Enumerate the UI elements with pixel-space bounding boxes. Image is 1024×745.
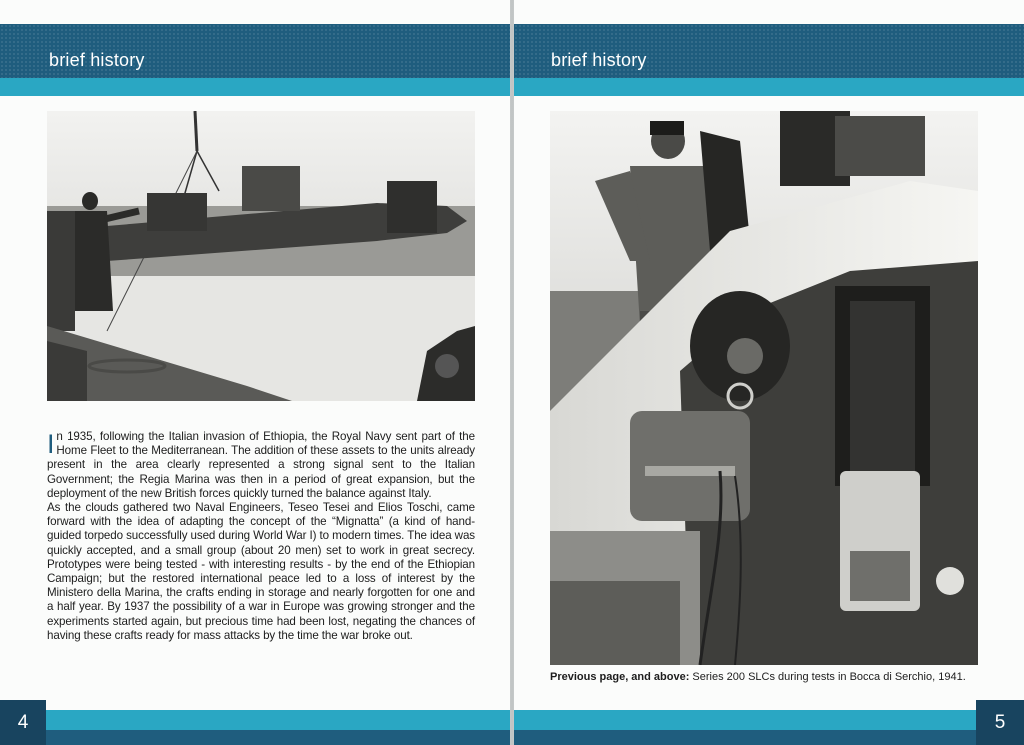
photo-slc-tests-image — [550, 111, 978, 665]
paragraph-1 — [47, 430, 475, 501]
left-footer-stripe — [0, 710, 510, 730]
right-footer-stripe — [514, 710, 1024, 730]
caption-lead: Previous page, and above: — [550, 671, 690, 683]
left-header-stripe — [0, 78, 510, 96]
right-header-stripe — [514, 78, 1024, 96]
drop-cap: I — [47, 429, 55, 459]
page-number-left: 4 — [0, 700, 46, 745]
photo-slc-tests — [550, 111, 978, 665]
right-page — [514, 0, 1024, 745]
left-page — [0, 0, 510, 745]
right-header-title: brief history — [551, 50, 647, 70]
right-footer-band — [514, 730, 1024, 745]
photo-slc-crane-image — [47, 111, 475, 401]
article-body — [47, 430, 475, 643]
left-header-title: brief history — [49, 50, 145, 70]
page-number-right: 5 — [976, 700, 1024, 745]
left-footer-band — [0, 730, 510, 745]
photo-slc-lifted-by-crane — [47, 111, 475, 401]
paragraph-1-text: n 1935, following the Italian invasion of Ethiopia, the Royal Navy sent part of the Home Fleet to the Mediterranean. The addition of these assets to the units already present in the area clearly represented a strong signal sent to the Italian Government; the Regia Marina was then in a period of great expansion, but the deployment of the new British forces quickly turned the balance against Italy. — [47, 430, 475, 500]
photo-caption — [550, 671, 990, 683]
paragraph-2: As the clouds gathered two Naval Engineers, Teseo Tesei and Elios Toschi, came forward with the idea of adapting the concept of the “Mignatta” (a kind of hand-guided torpedo successfully used during World War I) to modern times. The idea was quickly accepted, and a small group (about 20 men) set to work in great secrecy. Prototypes were being tested - with interesting results - by the end of the Ethiopian Campaign; but the restored international peace led to a loss of interest by the Ministero della Marina, the crafts ending in storage and nearly forgotten for one and a half year. By 1937 the possibility of a war in Europe was growing stronger and the experiments started again, but precious time had been lost, negating the chances of having these crafts ready for mass attacks by the time the war broke out. — [47, 501, 475, 642]
caption-text: Series 200 SLCs during tests in Bocca di Serchio, 1941. — [689, 671, 966, 683]
